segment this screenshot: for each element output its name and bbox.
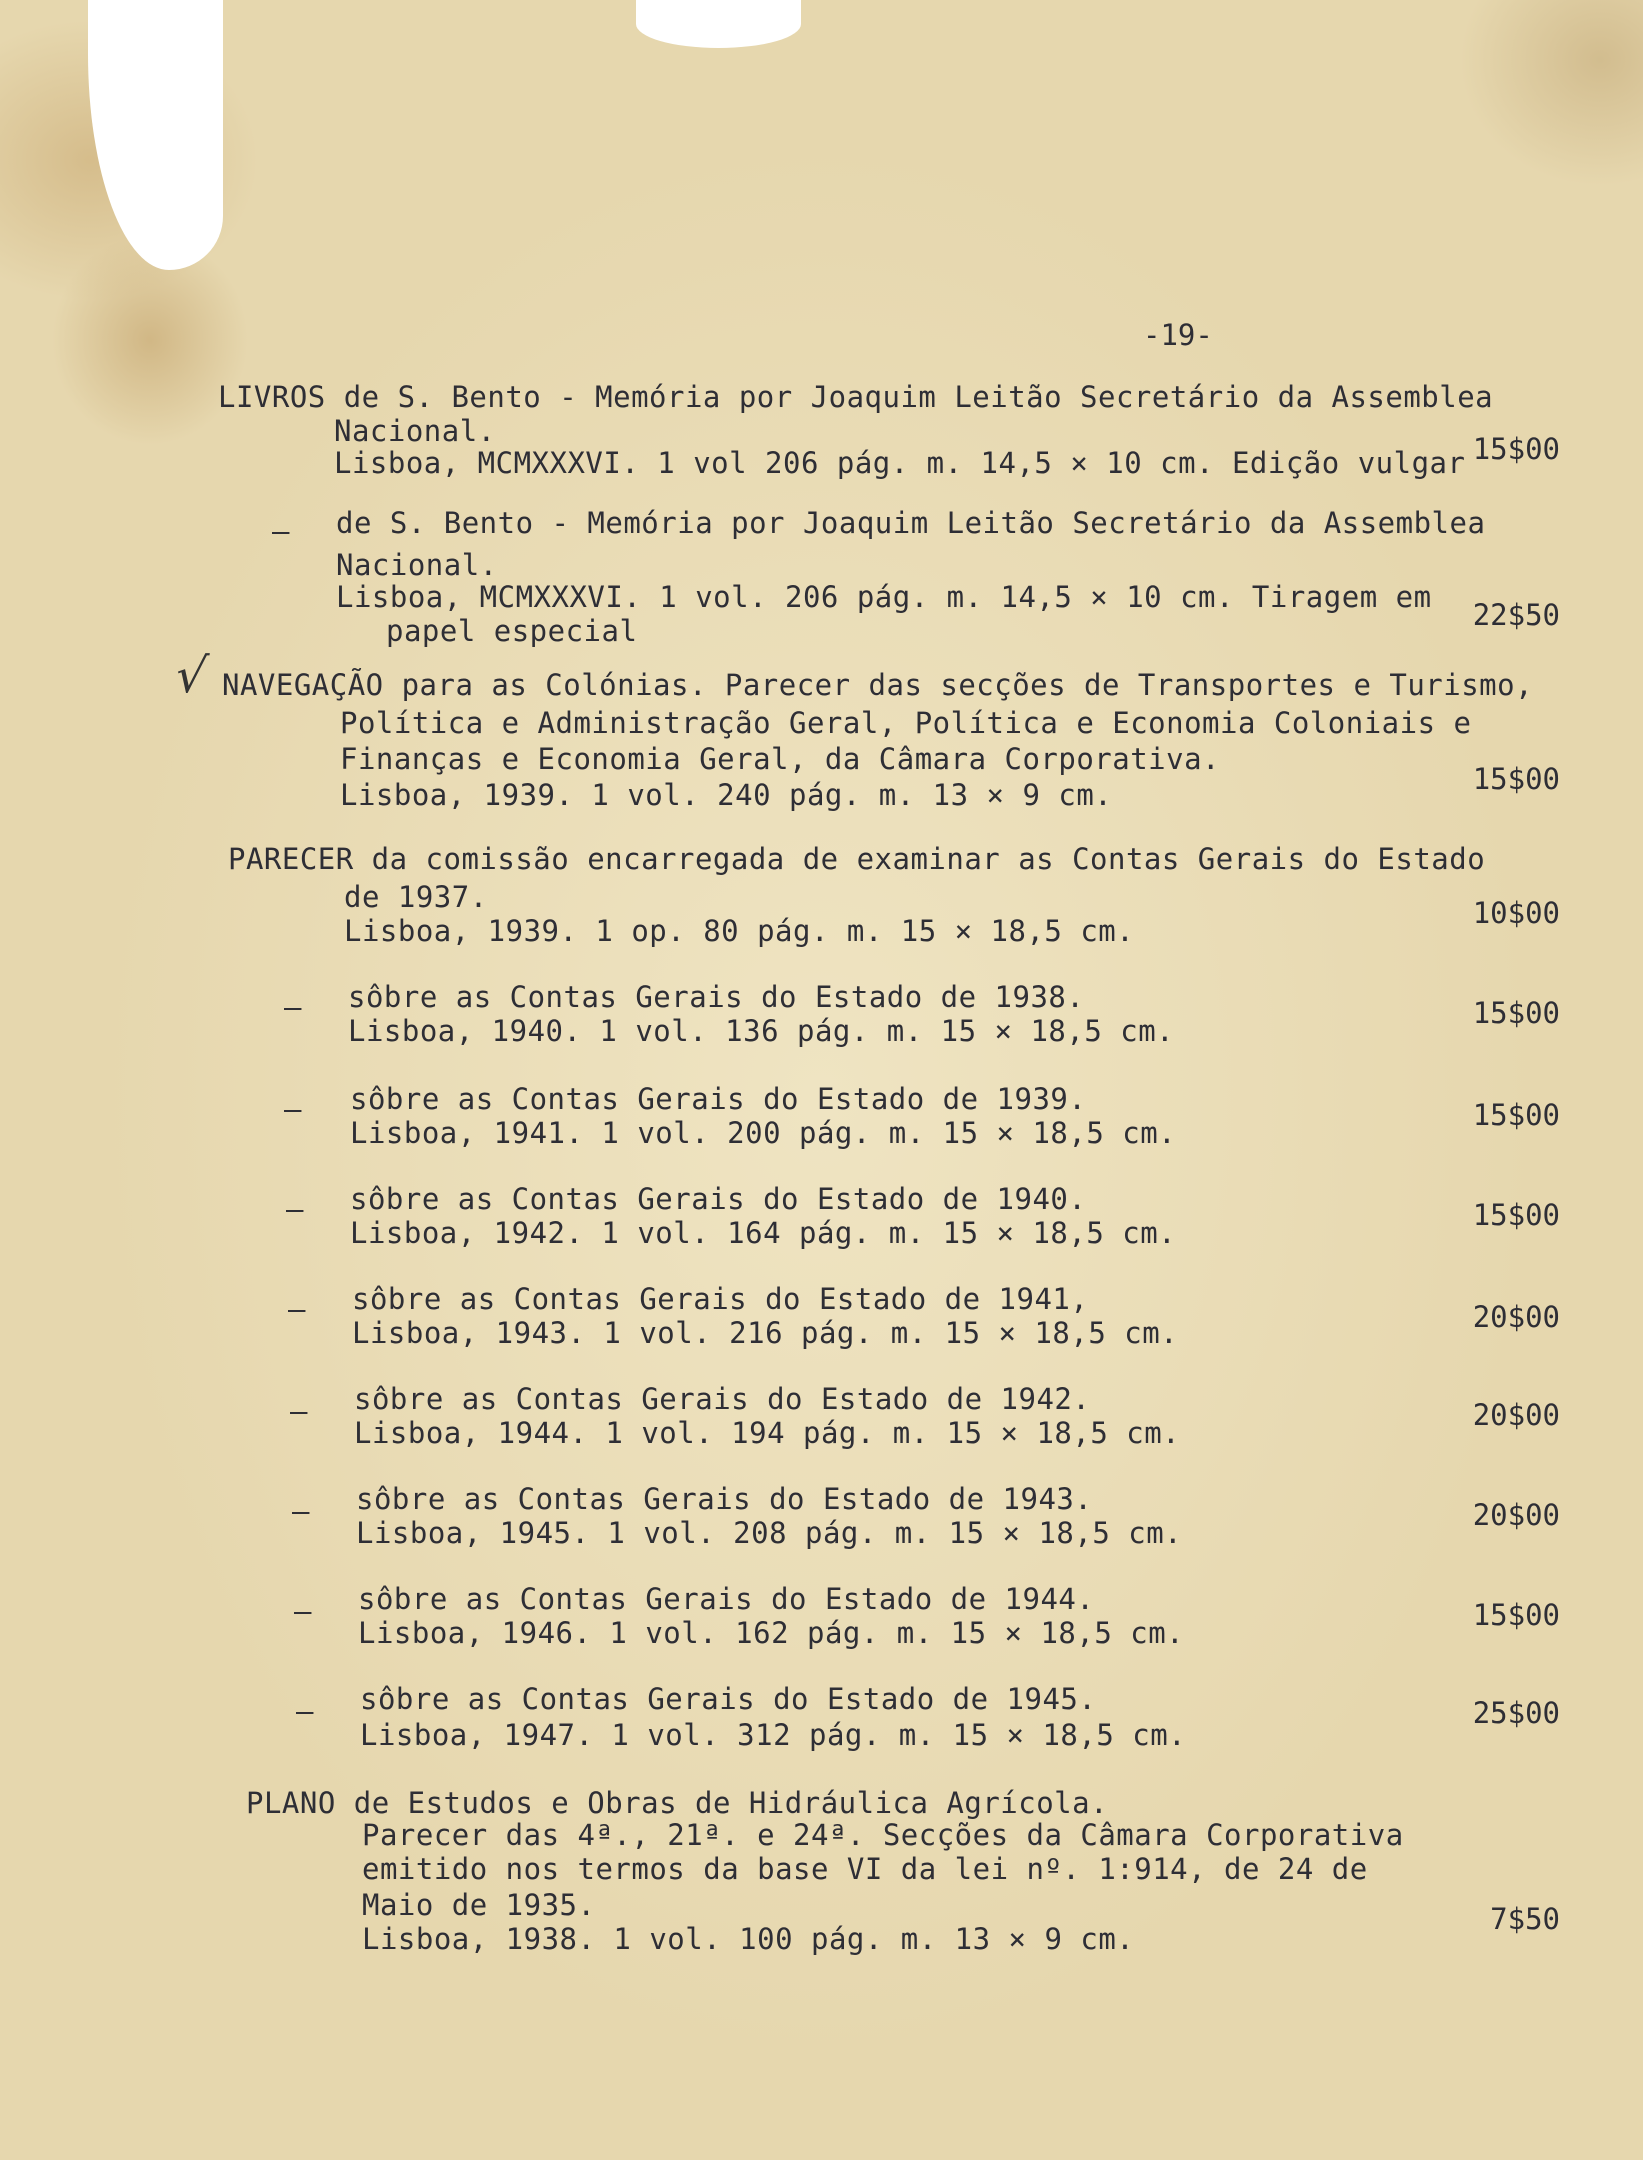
entry-line: Lisboa, 1947. 1 vol. 312 pág. m. 15 × 18,5 cm. <box>360 1718 1187 1752</box>
entry-line: Parecer das 4ª., 21ª. e 24ª. Secções da Câmara Corporativa <box>362 1818 1404 1852</box>
entry-price: 20$00 <box>1472 1300 1560 1334</box>
page-number: -19- <box>1143 318 1213 352</box>
checkmark-annotation: √ <box>172 648 211 704</box>
entry-line: NAVEGAÇÃO para as Colónias. Parecer das secções de Transportes e Turismo, <box>222 668 1534 702</box>
entry-price: 15$00 <box>1472 762 1560 796</box>
entry-line: Lisboa, 1938. 1 vol. 100 pág. m. 13 × 9 cm. <box>362 1922 1135 1956</box>
entry-price: 20$00 <box>1472 1398 1560 1432</box>
entry-line: sôbre as Contas Gerais do Estado de 1939. <box>350 1082 1087 1116</box>
entry-line: sôbre as Contas Gerais do Estado de 1938. <box>348 980 1085 1014</box>
ditto-dash: – <box>288 1292 306 1326</box>
entry-line: PARECER da comissão encarregada de examinar as Contas Gerais do Estado <box>228 842 1486 876</box>
entry-line: sôbre as Contas Gerais do Estado de 1941, <box>352 1282 1089 1316</box>
ditto-dash: – <box>284 990 302 1024</box>
entry-line: Finanças e Economia Geral, da Câmara Corporativa. <box>340 742 1221 776</box>
ditto-dash: – <box>292 1494 310 1528</box>
entry-line: papel especial <box>386 614 638 648</box>
entry-line: sôbre as Contas Gerais do Estado de 1940. <box>350 1182 1087 1216</box>
entry-line: Nacional. <box>336 548 498 582</box>
entry-line: sôbre as Contas Gerais do Estado de 1944. <box>358 1582 1095 1616</box>
entry-line: Lisboa, 1941. 1 vol. 200 pág. m. 15 × 18,5 cm. <box>350 1116 1177 1150</box>
entry-line: sôbre as Contas Gerais do Estado de 1942. <box>354 1382 1091 1416</box>
ditto-dash: – <box>294 1594 312 1628</box>
entry-line: PLANO de Estudos e Obras de Hidráulica Agrícola. <box>246 1786 1109 1820</box>
entry-line: de 1937. <box>344 880 488 914</box>
entry-price: 22$50 <box>1472 598 1560 632</box>
torn-edge <box>636 0 801 48</box>
entry-price: 25$00 <box>1472 1696 1560 1730</box>
entry-line: sôbre as Contas Gerais do Estado de 1943. <box>356 1482 1093 1516</box>
entry-line: Lisboa, 1942. 1 vol. 164 pág. m. 15 × 18,5 cm. <box>350 1216 1177 1250</box>
torn-corner <box>88 0 223 270</box>
entry-line: Lisboa, 1945. 1 vol. 208 pág. m. 15 × 18,5 cm. <box>356 1516 1183 1550</box>
entry-line: Lisboa, 1944. 1 vol. 194 pág. m. 15 × 18,5 cm. <box>354 1416 1181 1450</box>
entry-line: Maio de 1935. <box>362 1888 596 1922</box>
entry-line: Política e Administração Geral, Política e Economia Coloniais e <box>340 706 1472 740</box>
entry-line: Lisboa, 1939. 1 vol. 240 pág. m. 13 × 9 cm. <box>340 778 1113 812</box>
entry-price: 7$50 <box>1490 1902 1560 1936</box>
entry-line: Nacional. <box>334 414 496 448</box>
ditto-dash: – <box>296 1694 314 1728</box>
ditto-dash: – <box>286 1192 304 1226</box>
entry-line: Lisboa, MCMXXXVI. 1 vol 206 pág. m. 14,5 × 10 cm. Edição vulgar <box>334 446 1466 480</box>
ditto-dash: – <box>290 1394 308 1428</box>
entry-line: sôbre as Contas Gerais do Estado de 1945. <box>360 1682 1097 1716</box>
entry-price: 15$00 <box>1472 1198 1560 1232</box>
ditto-dash: – <box>272 514 290 548</box>
entry-line: LIVROS de S. Bento - Memória por Joaquim Leitão Secretário da Assemblea <box>218 380 1494 414</box>
entry-price: 15$00 <box>1472 996 1560 1030</box>
entry-price: 20$00 <box>1472 1498 1560 1532</box>
entry-line: emitido nos termos da base VI da lei nº. 1:914, de 24 de <box>362 1852 1368 1886</box>
entry-price: 10$00 <box>1472 896 1560 930</box>
ditto-dash: – <box>284 1092 302 1126</box>
entry-line: Lisboa, MCMXXXVI. 1 vol. 206 pág. m. 14,5 × 10 cm. Tiragem em <box>336 580 1432 614</box>
entry-price: 15$00 <box>1472 1598 1560 1632</box>
entry-line: de S. Bento - Memória por Joaquim Leitão Secretário da Assemblea <box>336 506 1486 540</box>
entry-price: 15$00 <box>1472 1098 1560 1132</box>
entry-line: Lisboa, 1946. 1 vol. 162 pág. m. 15 × 18,5 cm. <box>358 1616 1185 1650</box>
entry-price: 15$00 <box>1472 432 1560 466</box>
entry-line: Lisboa, 1943. 1 vol. 216 pág. m. 15 × 18,5 cm. <box>352 1316 1179 1350</box>
entry-line: Lisboa, 1940. 1 vol. 136 pág. m. 15 × 18,5 cm. <box>348 1014 1175 1048</box>
entry-line: Lisboa, 1939. 1 op. 80 pág. m. 15 × 18,5 cm. <box>344 914 1135 948</box>
